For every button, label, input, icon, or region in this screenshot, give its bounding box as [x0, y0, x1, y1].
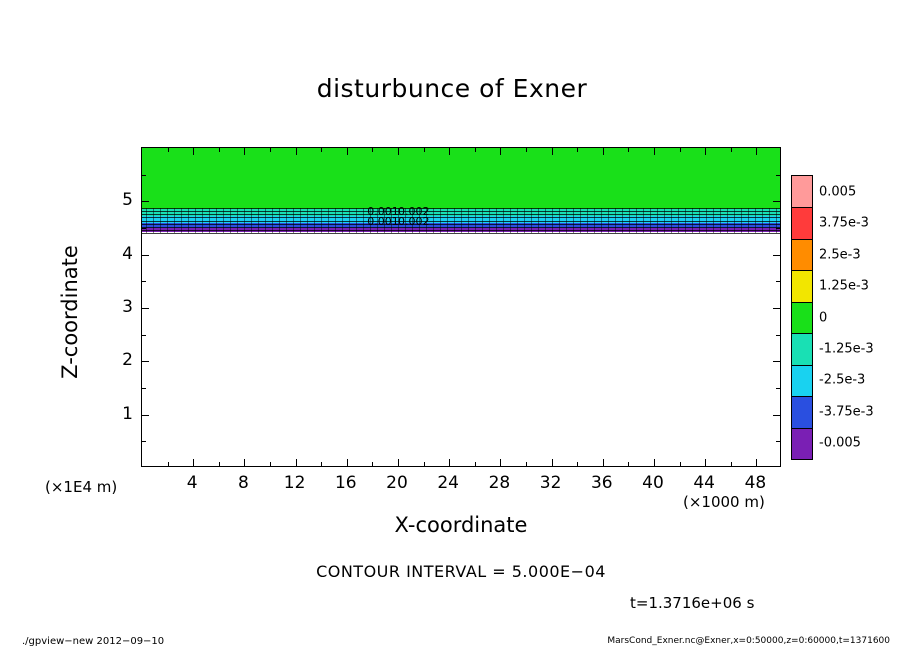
contour-label: 0.001 [367, 205, 399, 218]
colorbar-tick-label: 0 [819, 310, 828, 325]
colorbar [791, 175, 813, 460]
x-minor-tick-top [680, 148, 681, 152]
contour-hatch [650, 208, 651, 234]
colorbar-segment [792, 396, 812, 427]
contour-hatch [482, 208, 483, 234]
x-tick [449, 459, 450, 466]
x-tick [500, 459, 501, 466]
contour-hatch [727, 208, 728, 234]
x-tick-label: 28 [488, 473, 511, 493]
x-tick-top [193, 148, 194, 155]
y-tick [142, 415, 149, 416]
y-tick-label: 5 [122, 190, 133, 211]
contour-field [142, 148, 780, 466]
x-minor-tick-top [424, 148, 425, 152]
contour-hatch [615, 208, 616, 234]
y-tick-label: 1 [122, 403, 133, 424]
contour-hatch [678, 208, 679, 234]
colorbar-segment [792, 365, 812, 396]
y-axis-title: Z-coordinate [58, 245, 82, 379]
contour-hatch [363, 208, 364, 234]
contour-hatch [608, 208, 609, 234]
contour-hatch [664, 208, 665, 234]
contour-hatch [293, 208, 294, 234]
x-minor-tick-top [731, 148, 732, 152]
x-tick-label: 36 [590, 473, 613, 493]
contour-hatch [454, 208, 455, 234]
contour-hatch [552, 208, 553, 234]
x-tick-label: 32 [539, 473, 562, 493]
contour-hatch [167, 208, 168, 234]
contour-hatch [202, 208, 203, 234]
plot-area [141, 147, 781, 467]
x-tick [654, 459, 655, 466]
contour-hatch [706, 208, 707, 234]
contour-hatch [209, 208, 210, 234]
contour-hatch [181, 208, 182, 234]
y-tick-right [773, 415, 780, 416]
y-tick [142, 361, 149, 362]
contour-hatch [524, 208, 525, 234]
contour-hatch [496, 208, 497, 234]
y-minor-tick [142, 175, 146, 176]
x-tick [603, 459, 604, 466]
colorbar-segment [792, 176, 812, 207]
contour-hatch [328, 208, 329, 234]
y-minor-tick-right [776, 441, 780, 442]
x-tick-label: 20 [386, 473, 408, 493]
x-tick-top [296, 148, 297, 155]
contour-hatch [713, 208, 714, 234]
y-minor-tick [142, 228, 146, 229]
x-tick [398, 459, 399, 466]
contour-hatch [517, 208, 518, 234]
y-minor-tick [142, 281, 146, 282]
x-tick-top [500, 148, 501, 155]
contour-hatch [762, 208, 763, 234]
x-minor-tick-top [321, 148, 322, 152]
x-tick-label: 4 [186, 473, 198, 493]
contour-hatch [769, 208, 770, 234]
footer-left-text: ./gpview−new 2012−09−10 [22, 636, 165, 647]
x-tick [193, 459, 194, 466]
contour-hatch [440, 208, 441, 234]
x-minor-tick [731, 462, 732, 466]
x-tick [296, 459, 297, 466]
x-tick-top [449, 148, 450, 155]
time-text: t=1.3716e+06 s [630, 594, 755, 612]
x-minor-tick [219, 462, 220, 466]
colorbar-divider [792, 396, 812, 397]
contour-hatch [573, 208, 574, 234]
colorbar-tick-label: 3.75e-3 [819, 215, 869, 231]
x-tick-label: 40 [642, 473, 664, 493]
colorbar-divider [792, 365, 812, 366]
y-minor-tick-right [776, 175, 780, 176]
y-minor-tick [142, 441, 146, 442]
contour-hatch [587, 208, 588, 234]
footer-right-text: MarsCond_Exner.nc@Exner,x=0:50000,z=0:60000,t=1371600 [607, 636, 890, 646]
x-tick-top [347, 148, 348, 155]
contour-label: 0.001 [367, 214, 399, 228]
contour-hatch [272, 208, 273, 234]
x-minor-tick [424, 462, 425, 466]
contour-label: 0.002 [398, 214, 430, 228]
contour-hatch [216, 208, 217, 234]
field-band [142, 148, 780, 209]
colorbar-segment [792, 207, 812, 238]
colorbar-tick-label: -3.75e-3 [819, 404, 874, 420]
x-tick [756, 459, 757, 466]
contour-hatch [300, 208, 301, 234]
x-minor-tick-top [628, 148, 629, 152]
contour-hatch [188, 208, 189, 234]
contour-hatch [160, 208, 161, 234]
contour-hatch [153, 208, 154, 234]
y-tick-label: 4 [122, 243, 133, 264]
contour-hatch [685, 208, 686, 234]
x-minor-tick [577, 462, 578, 466]
contour-hatch [580, 208, 581, 234]
contour-hatch [475, 208, 476, 234]
contour-hatch [503, 208, 504, 234]
contour-hatch [286, 208, 287, 234]
x-tick-top [244, 148, 245, 155]
x-tick-label: 16 [334, 473, 357, 493]
contour-interval-text: CONTOUR INTERVAL = 5.000E−04 [316, 562, 606, 581]
contour-hatch [468, 208, 469, 234]
contour-hatch [545, 208, 546, 234]
colorbar-tick-label: -0.005 [819, 435, 861, 451]
y-minor-tick-right [776, 388, 780, 389]
x-tick-label: 48 [744, 473, 767, 493]
x-tick-top [552, 148, 553, 155]
x-tick [244, 459, 245, 466]
y-tick-right [773, 308, 780, 309]
x-minor-tick [475, 462, 476, 466]
x-tick-top [398, 148, 399, 155]
contour-hatch [349, 208, 350, 234]
page-title: disturbunce of Exner [316, 74, 588, 103]
y-tick [142, 308, 149, 309]
x-tick [552, 459, 553, 466]
colorbar-tick-label: 2.5e-3 [819, 247, 861, 263]
y-tick-label: 3 [122, 297, 133, 317]
x-minor-tick-top [577, 148, 578, 152]
contour-hatch [636, 208, 637, 234]
contour-hatch [755, 208, 756, 234]
colorbar-divider [792, 207, 812, 208]
contour-hatch [629, 208, 630, 234]
contour-hatch [692, 208, 693, 234]
colorbar-tick-label: -1.25e-3 [819, 341, 874, 357]
x-minor-tick-top [219, 148, 220, 152]
contour-hatch [237, 208, 238, 234]
contour-hatch [489, 208, 490, 234]
contour-hatch [559, 208, 560, 234]
contour-hatch [321, 208, 322, 234]
x-tick-top [654, 148, 655, 155]
colorbar-tick-label: 1.25e-3 [819, 278, 869, 294]
contour-hatch [461, 208, 462, 234]
contour-hatch [657, 208, 658, 234]
contour-hatch [342, 208, 343, 234]
contour-hatch [146, 208, 147, 234]
contour-hatch [510, 208, 511, 234]
y-tick-right [773, 201, 780, 202]
x-minor-tick [526, 462, 527, 466]
colorbar-segment [792, 239, 812, 270]
x-minor-tick [628, 462, 629, 466]
contour-line [142, 233, 780, 234]
y-tick [142, 255, 149, 256]
contour-hatch [265, 208, 266, 234]
x-minor-tick-top [475, 148, 476, 152]
y-minor-tick [142, 388, 146, 389]
x-tick-top [756, 148, 757, 155]
contour-hatch [643, 208, 644, 234]
y-tick-right [773, 361, 780, 362]
contour-hatch [195, 208, 196, 234]
colorbar-divider [792, 239, 812, 240]
contour-hatch [307, 208, 308, 234]
contour-hatch [531, 208, 532, 234]
x-axis-unit: (×1000 m) [683, 493, 765, 511]
contour-hatch [699, 208, 700, 234]
contour-hatch [244, 208, 245, 234]
contour-hatch [356, 208, 357, 234]
x-tick [705, 459, 706, 466]
x-tick-label: 44 [693, 473, 716, 493]
contour-hatch [720, 208, 721, 234]
contour-label: 0.002 [398, 205, 430, 218]
colorbar-segment [792, 333, 812, 364]
contour-hatch [566, 208, 567, 234]
contour-hatch [335, 208, 336, 234]
x-minor-tick-top [168, 148, 169, 152]
contour-hatch [594, 208, 595, 234]
colorbar-segment [792, 302, 812, 333]
x-minor-tick [168, 462, 169, 466]
contour-hatch [748, 208, 749, 234]
x-tick-label: 12 [283, 473, 306, 493]
x-tick-top [603, 148, 604, 155]
y-minor-tick-right [776, 281, 780, 282]
contour-hatch [538, 208, 539, 234]
contour-hatch [223, 208, 224, 234]
y-minor-tick-right [776, 228, 780, 229]
contour-hatch [251, 208, 252, 234]
y-tick [142, 201, 149, 202]
contour-hatch [230, 208, 231, 234]
x-tick-top [705, 148, 706, 155]
x-minor-tick-top [526, 148, 527, 152]
contour-hatch [671, 208, 672, 234]
y-minor-tick-right [776, 335, 780, 336]
y-tick-label: 2 [122, 350, 133, 371]
x-tick [347, 459, 348, 466]
contour-hatch [734, 208, 735, 234]
contour-hatch [279, 208, 280, 234]
y-minor-tick [142, 335, 146, 336]
x-minor-tick [680, 462, 681, 466]
colorbar-divider [792, 333, 812, 334]
contour-hatch [776, 208, 777, 234]
colorbar-divider [792, 428, 812, 429]
contour-hatch [622, 208, 623, 234]
contour-hatch [433, 208, 434, 234]
x-minor-tick [270, 462, 271, 466]
x-minor-tick [321, 462, 322, 466]
colorbar-segment [792, 270, 812, 301]
contour-hatch [601, 208, 602, 234]
y-axis-unit: (×1E4 m) [45, 478, 118, 496]
x-axis-title: X-coordinate [394, 513, 528, 537]
colorbar-tick-label: -2.5e-3 [819, 372, 866, 388]
x-minor-tick-top [270, 148, 271, 152]
colorbar-tick-label: 0.005 [819, 184, 857, 200]
contour-hatch [258, 208, 259, 234]
y-tick-right [773, 255, 780, 256]
contour-hatch [314, 208, 315, 234]
x-minor-tick-top [372, 148, 373, 152]
x-tick-label: 24 [437, 473, 460, 493]
contour-hatch [741, 208, 742, 234]
colorbar-divider [792, 302, 812, 303]
x-minor-tick [372, 462, 373, 466]
colorbar-divider [792, 270, 812, 271]
x-tick-label: 8 [237, 473, 249, 493]
contour-hatch [174, 208, 175, 234]
colorbar-segment [792, 428, 812, 459]
contour-hatch [447, 208, 448, 234]
